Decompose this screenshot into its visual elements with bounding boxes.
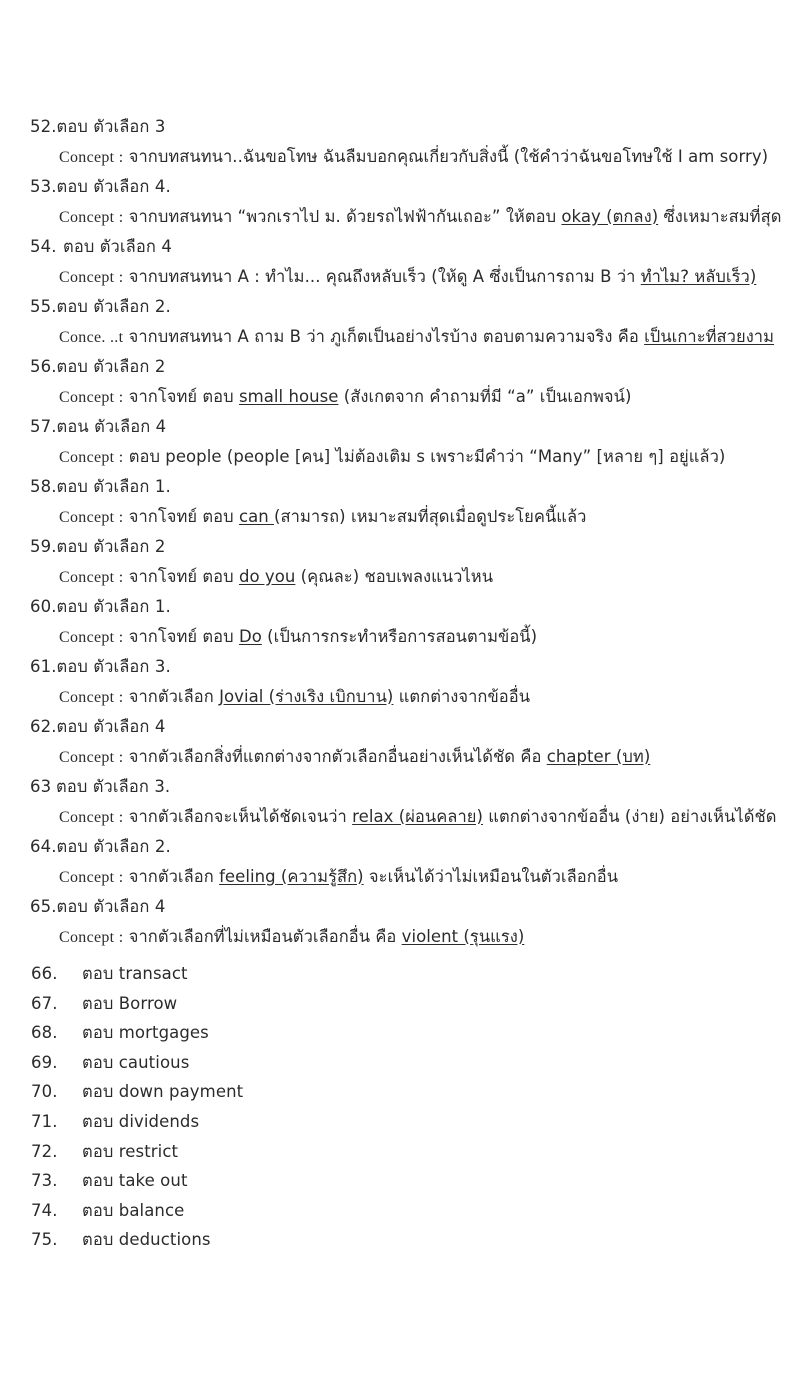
entry-number: 52.	[30, 117, 57, 136]
concept-text: จากตัวเลือกจะเห็นได้ชัดเจนว่า	[128, 806, 353, 826]
answer-line	[0, 892, 800, 922]
entry-number: 58.	[30, 477, 57, 496]
concept-line	[0, 322, 800, 353]
entry-answer-text: ตอบ ตัวเลือก 1.	[56, 597, 171, 616]
concept-text: จากบทสนทนา A : ทำไม... คุณถึงหลับเร็ว (ให้ดู A ซึ่งเป็นการถาม B ว่า	[128, 266, 641, 286]
answer-line	[0, 112, 800, 142]
concept-line	[0, 682, 800, 713]
simple-answer-line	[0, 1196, 800, 1226]
concept-text: ตอบ people (people [คน] ไม่ต้องเติม s เพราะมีคำว่า “Many” [หลาย ๆ] อยู่แล้ว)	[128, 446, 726, 466]
concept-label: Concept :	[59, 748, 124, 766]
entry-number: 53.	[30, 177, 57, 196]
answer-line	[0, 472, 800, 502]
concept-text: จากโจทย์ ตอบ	[128, 626, 239, 646]
entry-answer-text: ตอบ dividends	[82, 1111, 200, 1131]
answer-entry	[0, 832, 800, 892]
concept-text: จากโจทย์ ตอบ	[128, 566, 239, 586]
answer-entry	[0, 292, 800, 352]
entry-answer-text: ตอบ restrict	[82, 1141, 179, 1161]
concept-line	[0, 202, 800, 233]
concept-text-tail: แตกต่างจากข้ออื่น (ง่าย) อย่างเห็นได้ชัด	[482, 806, 777, 826]
answer-line	[0, 232, 800, 262]
concept-entry-list	[0, 112, 800, 952]
entry-answer-text: ตอบ take out	[82, 1171, 188, 1191]
concept-text-tail: แตกต่างจากข้ออื่น	[393, 686, 531, 706]
concept-line	[0, 382, 800, 413]
simple-answer-line	[0, 1225, 800, 1255]
answer-line	[0, 592, 800, 622]
entry-number: 60.	[30, 597, 57, 616]
concept-key-term: เป็นเกาะที่สวยงาม	[644, 326, 775, 346]
answer-entry	[0, 172, 800, 232]
entry-number: 69.	[31, 1052, 58, 1072]
concept-line	[0, 142, 800, 173]
concept-key-term: ทำไม? หลับเร็ว)	[640, 266, 757, 286]
entry-number: 74.	[31, 1200, 58, 1220]
entry-number: 62.	[30, 717, 57, 736]
concept-label: Concept :	[59, 208, 124, 226]
entry-number: 75.	[31, 1230, 58, 1250]
concept-text: จากตัวเลือก	[128, 686, 220, 706]
entry-number: 65.	[30, 897, 57, 916]
concept-text-tail: (เป็นการกระทำหรือการสอนตามข้อนี้)	[261, 626, 538, 646]
concept-text: จากบทสนทนา..ฉันขอโทษ ฉันลืมบอกคุณเกี่ยวกับสิ่งนี้ (ใช้คำว่าฉันขอโทษใช้ I am sorry)	[128, 146, 769, 166]
concept-label: Concept :	[59, 868, 124, 886]
entry-answer-text: ตอบ ตัวเลือก 2	[56, 357, 166, 376]
concept-text: จากโจทย์ ตอบ	[128, 506, 239, 526]
concept-key-term: chapter (บท)	[546, 746, 651, 766]
concept-line	[0, 922, 800, 953]
concept-label: Concept :	[59, 268, 124, 286]
answer-line	[0, 772, 800, 802]
entry-answer-text: ตอบ deductions	[82, 1230, 211, 1250]
answer-line	[0, 832, 800, 862]
answer-entry	[0, 712, 800, 772]
simple-answer-list	[0, 959, 800, 1255]
simple-answer-line	[0, 1077, 800, 1107]
entry-answer-text: ตอบ down payment	[82, 1082, 244, 1102]
entry-answer-text: ตอบ cautious	[82, 1052, 190, 1072]
simple-answer-line	[0, 1137, 800, 1167]
answer-line	[0, 352, 800, 382]
entry-answer-text: ตอน ตัวเลือก 4	[56, 417, 167, 436]
entry-answer-text: ตอบ ตัวเลือก 4	[56, 897, 166, 916]
answer-line	[0, 292, 800, 322]
concept-label: Concept :	[59, 688, 124, 706]
simple-answer-line	[0, 989, 800, 1019]
concept-line	[0, 862, 800, 893]
answer-entry	[0, 592, 800, 652]
answer-entry	[0, 892, 800, 952]
concept-text-tail: (คุณละ) ชอบเพลงแนวไหน	[295, 566, 494, 586]
concept-label: Conce. ..t	[59, 328, 124, 346]
concept-line	[0, 442, 800, 473]
entry-answer-text: ตอบ ตัวเลือก 4	[56, 717, 166, 736]
concept-text: จากตัวเลือก	[128, 866, 220, 886]
entry-number: 70.	[31, 1082, 58, 1102]
concept-line	[0, 562, 800, 593]
simple-answer-line	[0, 1166, 800, 1196]
entry-number: 64.	[30, 837, 57, 856]
entry-number: 59.	[30, 537, 57, 556]
concept-text-tail: (สังเกตจาก คำถามที่มี “a” เป็นเอกพจน์)	[338, 386, 632, 406]
concept-text: จากบทสนทนา A ถาม B ว่า ภูเก็ตเป็นอย่างไรบ้าง ตอบตามความจริง คือ	[128, 326, 645, 346]
concept-key-term: Jovial (ร่างเริง เบิกบาน)	[219, 686, 394, 706]
answer-line	[0, 412, 800, 442]
entry-number: 63	[30, 777, 52, 796]
concept-key-term: violent (รุนแรง)	[401, 926, 525, 946]
entry-answer-text: ตอบ ตัวเลือก 4	[63, 237, 172, 256]
entry-number: 67.	[31, 993, 58, 1013]
concept-line	[0, 262, 800, 293]
concept-label: Concept :	[59, 808, 124, 826]
entry-answer-text: ตอบ ตัวเลือก 2	[56, 537, 166, 556]
concept-label: Concept :	[59, 508, 124, 526]
answer-entry	[0, 232, 800, 292]
simple-answer-line	[0, 959, 800, 989]
entry-answer-text: ตอบ ตัวเลือก 4.	[56, 177, 171, 196]
concept-key-term: can	[238, 506, 275, 526]
answer-entry	[0, 772, 800, 832]
entry-number: 54.	[30, 237, 57, 256]
entry-number: 66.	[31, 964, 58, 983]
entry-number: 61.	[30, 657, 57, 676]
concept-label: Concept :	[59, 568, 124, 586]
entry-number: 68.	[31, 1023, 58, 1043]
answer-entry	[0, 532, 800, 592]
concept-line	[0, 742, 800, 773]
concept-line	[0, 802, 800, 833]
simple-answer-line	[0, 1018, 800, 1048]
entry-number: 72.	[31, 1141, 58, 1161]
answer-key-content	[0, 112, 800, 1255]
concept-text: จากบทสนทนา “พวกเราไป ม. ด้วยรถไฟฟ้ากันเถอะ” ให้ตอบ	[128, 206, 562, 226]
concept-text-tail: ซึ่งเหมาะสมที่สุด	[658, 206, 782, 226]
entry-number: 71.	[31, 1111, 58, 1131]
entry-answer-text: ตอบ mortgages	[82, 1023, 209, 1043]
concept-key-term: do you	[238, 566, 296, 586]
entry-answer-text: ตอบ ตัวเลือก 3.	[56, 657, 171, 676]
concept-label: Concept :	[59, 628, 124, 646]
concept-label: Concept :	[59, 148, 124, 166]
entry-number: 56.	[30, 357, 57, 376]
concept-label: Concept :	[59, 388, 124, 406]
concept-text-tail: จะเห็นได้ว่าไม่เหมือนในตัวเลือกอื่น	[363, 866, 619, 886]
concept-text-tail: (สามารถ) เหมาะสมที่สุดเมื่อดูประโยคนี้แล้ว	[274, 506, 587, 526]
entry-number: 73.	[31, 1171, 58, 1191]
entry-answer-text: ตอบ ตัวเลือก 1.	[56, 477, 171, 496]
entry-answer-text: ตอบ balance	[82, 1200, 185, 1220]
concept-line	[0, 502, 800, 533]
concept-text: จากตัวเลือกที่ไม่เหมือนตัวเลือกอื่น คือ	[128, 926, 402, 946]
concept-key-term: feeling (ความรู้สึก)	[219, 866, 364, 886]
answer-entry	[0, 652, 800, 712]
entry-number: 57.	[30, 417, 57, 436]
concept-line	[0, 622, 800, 653]
entry-answer-text: ตอบ transact	[82, 964, 188, 983]
concept-key-term: small house	[238, 386, 339, 406]
concept-label: Concept :	[59, 928, 124, 946]
concept-text: จากตัวเลือกสิ่งที่แตกต่างจากตัวเลือกอื่นอย่างเห็นได้ชัด คือ	[128, 746, 547, 766]
concept-text: จากโจทย์ ตอบ	[128, 386, 239, 406]
answer-entry	[0, 412, 800, 472]
entry-answer-text: ตอบ ตัวเลือก 2.	[56, 297, 171, 316]
answer-entry	[0, 352, 800, 412]
entry-number: 55.	[30, 297, 57, 316]
concept-key-term: relax (ผ่อนคลาย)	[352, 806, 483, 826]
answer-line	[0, 532, 800, 562]
entry-answer-text: ตอบ ตัวเลือก 2.	[56, 837, 171, 856]
concept-key-term: okay (ตกลง)	[561, 206, 659, 226]
entry-answer-text: ตอบ Borrow	[82, 993, 178, 1013]
entry-answer-text: ตอบ ตัวเลือก 3.	[56, 777, 171, 796]
answer-entry	[0, 472, 800, 532]
answer-line	[0, 652, 800, 682]
simple-answer-line	[0, 1048, 800, 1078]
simple-answer-line	[0, 1107, 800, 1137]
concept-key-term: Do	[238, 626, 262, 646]
answer-entry	[0, 112, 800, 172]
answer-line	[0, 712, 800, 742]
concept-label: Concept :	[59, 448, 124, 466]
answer-line	[0, 172, 800, 202]
entry-answer-text: ตอบ ตัวเลือก 3	[56, 117, 166, 136]
